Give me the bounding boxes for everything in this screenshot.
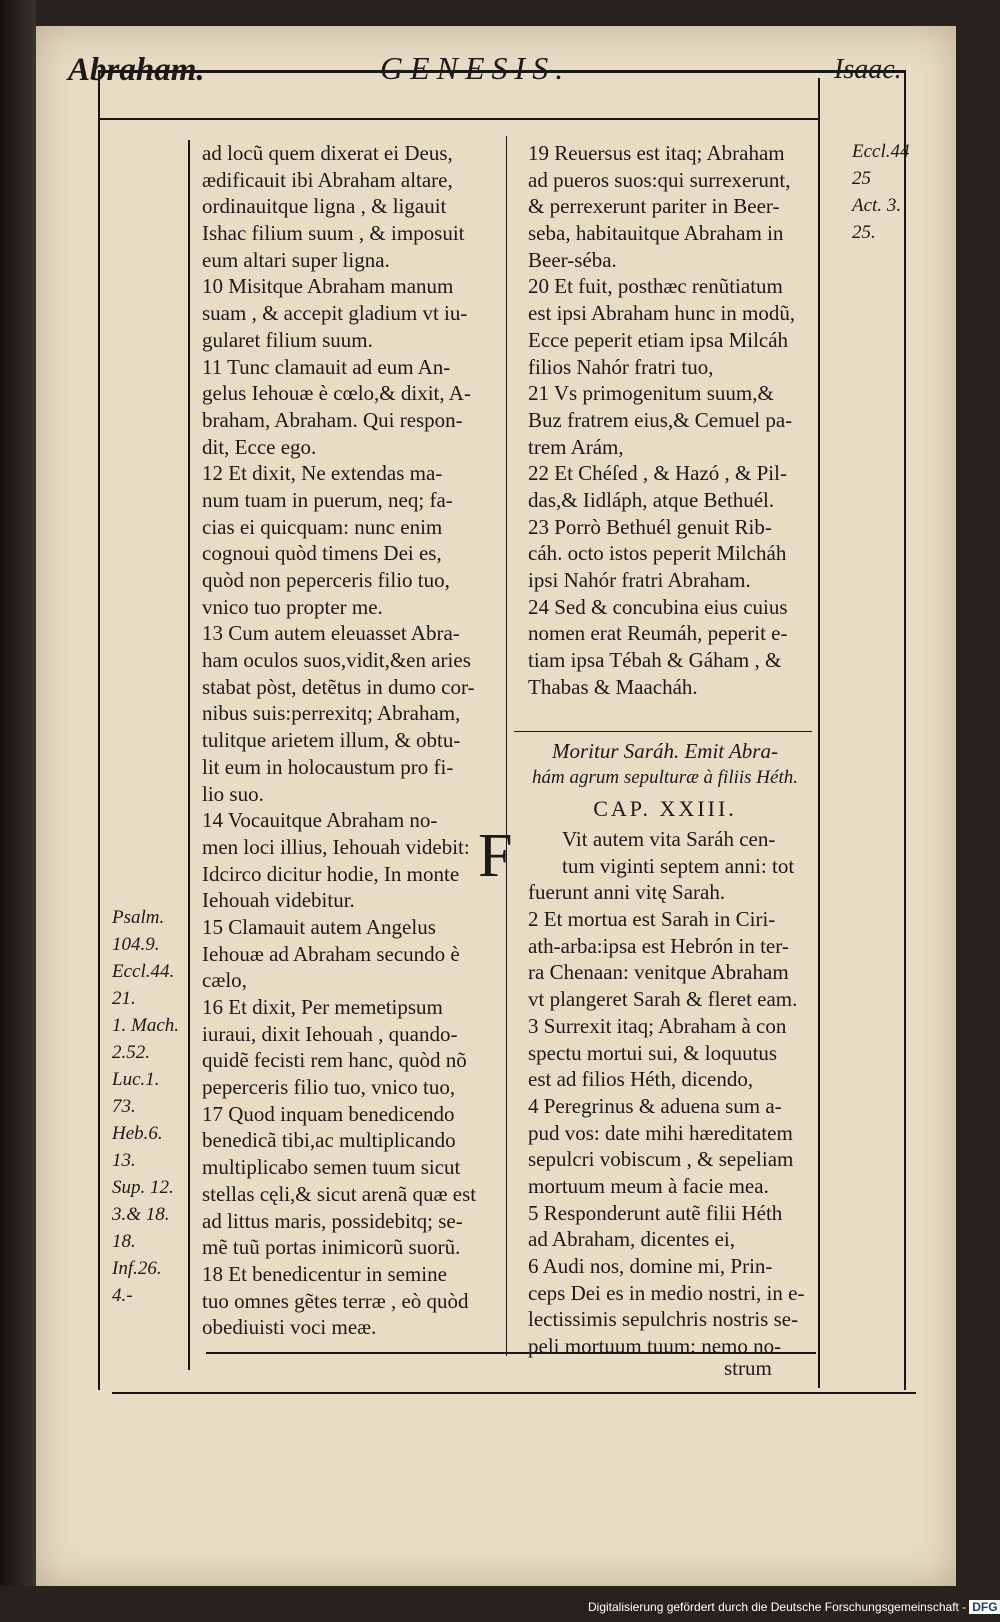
text-line: 10 Misitque Abraham manum — [202, 274, 454, 299]
text-line: Buz fratrem eius,& Cemuel pa- — [528, 407, 793, 432]
margin-note: 21. — [112, 988, 136, 1009]
margin-note: Heb.6. — [112, 1123, 163, 1144]
text-line: sepulcri vobiscum , & sepeliam — [528, 1147, 794, 1172]
text-line: trem Arám, — [528, 434, 624, 459]
text-line: tuo omnes gẽtes terræ , eò quòd — [202, 1288, 469, 1313]
text-column-right — [528, 140, 818, 700]
text-line: 12 Et dixit, Ne extendas ma- — [202, 461, 443, 486]
text-line: ath-arba:ipsa est Hebrón in ter- — [528, 933, 789, 958]
text-line: Iehouah videbitur. — [202, 888, 355, 913]
text-line: ipsi Nahór fratri Abraham. — [528, 568, 751, 592]
text-line: men loci illius, Iehouah videbit: — [202, 834, 470, 859]
text-line: 17 Quod inquam benedicendo — [202, 1101, 455, 1126]
chapter-heading: CAP. XXIII. — [593, 796, 737, 821]
drop-cap: F — [478, 822, 513, 890]
text-line: 23 Porrò Bethuél genuit Rib- — [528, 514, 772, 539]
credit-text: Digitalisierung gefördert durch die Deutsche Forschungsgemeinschaft - — [588, 1600, 967, 1614]
text-line: stabat pòst, detẽtus in dumo cor- — [202, 674, 475, 699]
text-line: tulitque arietem illum, & obtu- — [202, 728, 461, 753]
digitization-credit — [588, 1600, 1000, 1614]
text-line: ham oculos suos,vidit,&en aries — [202, 648, 471, 673]
margin-note: Eccl.44. — [112, 961, 175, 982]
text-line: nibus suis:perrexitq; Abraham, — [202, 701, 461, 726]
text-line: 24 Sed & concubina eius cuius — [528, 594, 788, 619]
text-line: 5 Responderunt autẽ filii Héth — [528, 1200, 783, 1225]
text-line: multiplicabo semen tuum sicut — [202, 1155, 461, 1180]
margin-note: 1. Mach. — [112, 1015, 180, 1036]
text-line: Beer-séba. — [528, 247, 617, 272]
text-line: Ishac filium suum , & imposuit — [202, 221, 465, 246]
text-line: cias ei quicquam: nunc enim — [202, 514, 443, 539]
margin-note: 73. — [112, 1096, 136, 1117]
margin-note: 2.52. — [112, 1042, 150, 1063]
summary-line: hám agrum sepulturæ à filiis Héth. — [531, 766, 798, 788]
text-line: ad littus maris, possidebitq; se- — [202, 1208, 463, 1233]
text-column-left — [202, 140, 502, 1341]
text-line: quidẽ fecisti rem hanc, quòd nõ — [202, 1048, 467, 1073]
text-line: benedicã tibi,ac multiplicando — [202, 1128, 456, 1153]
text-line: 19 Reuersus est itaq; Abraham — [528, 141, 785, 165]
text-line: lio suo. — [202, 781, 264, 806]
text-line: eum altari super ligna. — [202, 247, 390, 272]
text-line: Thabas & Maacháh. — [528, 674, 698, 699]
column-divider — [506, 136, 507, 1356]
text-line: fuerunt anni vitę Sarah. — [528, 880, 726, 905]
margin-note: 3.& 18. — [112, 1204, 170, 1225]
text-line: das,& Iidláph, atque Bethuél. — [528, 487, 775, 512]
text-line: tum viginti septem anni: tot — [562, 853, 795, 878]
text-line: quòd non peperceris filio tuo, — [202, 568, 450, 592]
running-head-title: GENESIS. — [380, 50, 571, 86]
text-line: num tuam in puerum, neq; fa- — [202, 487, 453, 512]
margin-note: 4.- — [112, 1285, 133, 1306]
text-line: est ipsi Abraham hunc in modũ, — [528, 301, 796, 326]
text-line: 20 Et fuit, posthæc renũtiatum — [528, 274, 783, 299]
catchword: strum — [724, 1356, 772, 1380]
margin-note: Luc.1. — [112, 1069, 160, 1090]
left-margin-notes — [112, 904, 179, 1309]
summary-rule-top — [514, 731, 812, 732]
margin-note: 13. — [112, 1150, 136, 1171]
text-line: pud vos: date mihi hæreditatem — [528, 1120, 793, 1145]
margin-note: 25 — [852, 168, 871, 189]
text-line: 3 Surrexit itaq; Abraham à con — [528, 1013, 787, 1038]
text-line: obediuisti voci meæ. — [202, 1315, 377, 1340]
text-line: 2 Et mortua est Sarah in Ciri- — [528, 907, 776, 932]
text-line: lit eum in holocaustum pro fi- — [202, 754, 454, 779]
chapter-23-text — [528, 826, 818, 1360]
margin-divider-right — [818, 78, 820, 1388]
margin-note: 25. — [852, 222, 876, 243]
text-line: stellas cęli,& sicut arenã quæ est — [202, 1181, 477, 1206]
running-head-left: Abraham. — [68, 52, 205, 88]
margin-divider-left — [188, 140, 190, 1370]
text-line: 13 Cum autem eleuasset Abra- — [202, 621, 460, 646]
text-line: mẽ tuũ portas inimicorũ suorũ. — [202, 1235, 461, 1260]
text-line: gelus Iehouæ è cœlo,& dixit, A- — [202, 381, 471, 406]
text-line: ordinauitque ligna , & ligauit — [202, 194, 447, 219]
text-line: 21 Vs primogenitum suum,& — [528, 381, 774, 406]
frame-left-rule — [98, 70, 100, 1390]
text-line: cælo, — [202, 968, 247, 993]
text-line: 18 Et benedicentur in semine — [202, 1261, 447, 1286]
bottom-rule — [112, 1392, 916, 1394]
text-line: 22 Et Chéſed , & Hazó , & Pil- — [528, 461, 787, 486]
text-line: ad locũ quem dixerat ei Deus, — [202, 141, 453, 165]
text-line: nomen erat Reumáh, peperit e- — [528, 621, 788, 646]
margin-note: 18. — [112, 1231, 136, 1252]
text-line: cognoui quòd timens Dei es, — [202, 541, 442, 566]
summary-line: Moritur Saráh. Emit Abra- — [552, 739, 778, 763]
text-line: seba, habitauitque Abraham in — [528, 221, 784, 246]
text-line: iuraui, dixit Iehouah , quando- — [202, 1021, 458, 1046]
dfg-logo: DFG — [969, 1600, 1000, 1614]
text-line: ad Abraham, dicentes ei, — [528, 1227, 736, 1252]
text-line: braham, Abraham. Qui respon- — [202, 407, 463, 432]
text-line: 4 Peregrinus & aduena sum a- — [528, 1093, 782, 1118]
text-line: est ad filios Héth, dicendo, — [528, 1067, 754, 1092]
margin-note: Psalm. — [112, 907, 165, 928]
text-line: & perrexerunt pariter in Beer- — [528, 194, 780, 219]
header-rule — [98, 118, 818, 120]
margin-note: Sup. 12. — [112, 1177, 174, 1198]
text-line: tiam ipsa Tébah & Gáham , & — [528, 648, 782, 673]
text-line: ædificauit ibi Abraham altare, — [202, 167, 453, 192]
text-line: ra Chenaan: venitque Abraham — [528, 960, 789, 985]
text-line: 14 Vocauitque Abraham no- — [202, 808, 438, 833]
right-margin-notes — [852, 138, 910, 246]
text-line: spectu mortui sui, & loquutus — [528, 1040, 778, 1065]
page-gutter — [0, 0, 36, 1586]
text-line: filios Nahór fratri tuo, — [528, 354, 714, 379]
running-head-right: Isaac. — [834, 54, 902, 85]
text-line: 6 Audi nos, domine mi, Prin- — [528, 1254, 773, 1278]
chapter-summary — [516, 738, 814, 791]
text-line: peperceris filio tuo, vnico tuo, — [202, 1075, 456, 1100]
margin-note: 104.9. — [112, 934, 160, 955]
text-line: ad pueros suos:qui surrexerunt, — [528, 167, 791, 192]
text-line: mortuum meum à facie mea. — [528, 1173, 769, 1198]
text-line: cáh. octo istos peperit Milcháh — [528, 541, 787, 566]
text-line: vt plangeret Sarah & fleret eam. — [528, 987, 798, 1012]
margin-note: Inf.26. — [112, 1258, 162, 1279]
text-line: gularet filium suum. — [202, 327, 373, 352]
text-line: suam , & accepit gladium vt iu- — [202, 301, 468, 326]
text-line: 15 Clamauit autem Angelus — [202, 914, 436, 939]
text-line: Vit autem vita Saráh cen- — [562, 827, 776, 851]
text-line: vnico tuo propter me. — [202, 594, 383, 619]
text-line: Idcirco dicitur hodie, In monte — [202, 861, 460, 886]
text-line: lectissimis sepulchris nostris se- — [528, 1307, 799, 1332]
text-line: peli mortuum tuum: nemo no- — [528, 1334, 782, 1359]
text-line: 11 Tunc clamauit ad eum An- — [202, 354, 451, 379]
margin-note: Eccl.44 — [852, 141, 910, 162]
margin-note: Act. 3. — [852, 195, 902, 216]
frame-right-rule — [904, 70, 906, 1390]
text-line: Iehouæ ad Abraham secundo è — [202, 941, 460, 966]
text-line: 16 Et dixit, Per memetipsum — [202, 995, 443, 1019]
text-line: Ecce peperit etiam ipsa Milcáh — [528, 327, 789, 352]
text-line: ceps Dei es in medio nostri, in e- — [528, 1280, 805, 1305]
text-line: dit, Ecce ego. — [202, 434, 317, 459]
